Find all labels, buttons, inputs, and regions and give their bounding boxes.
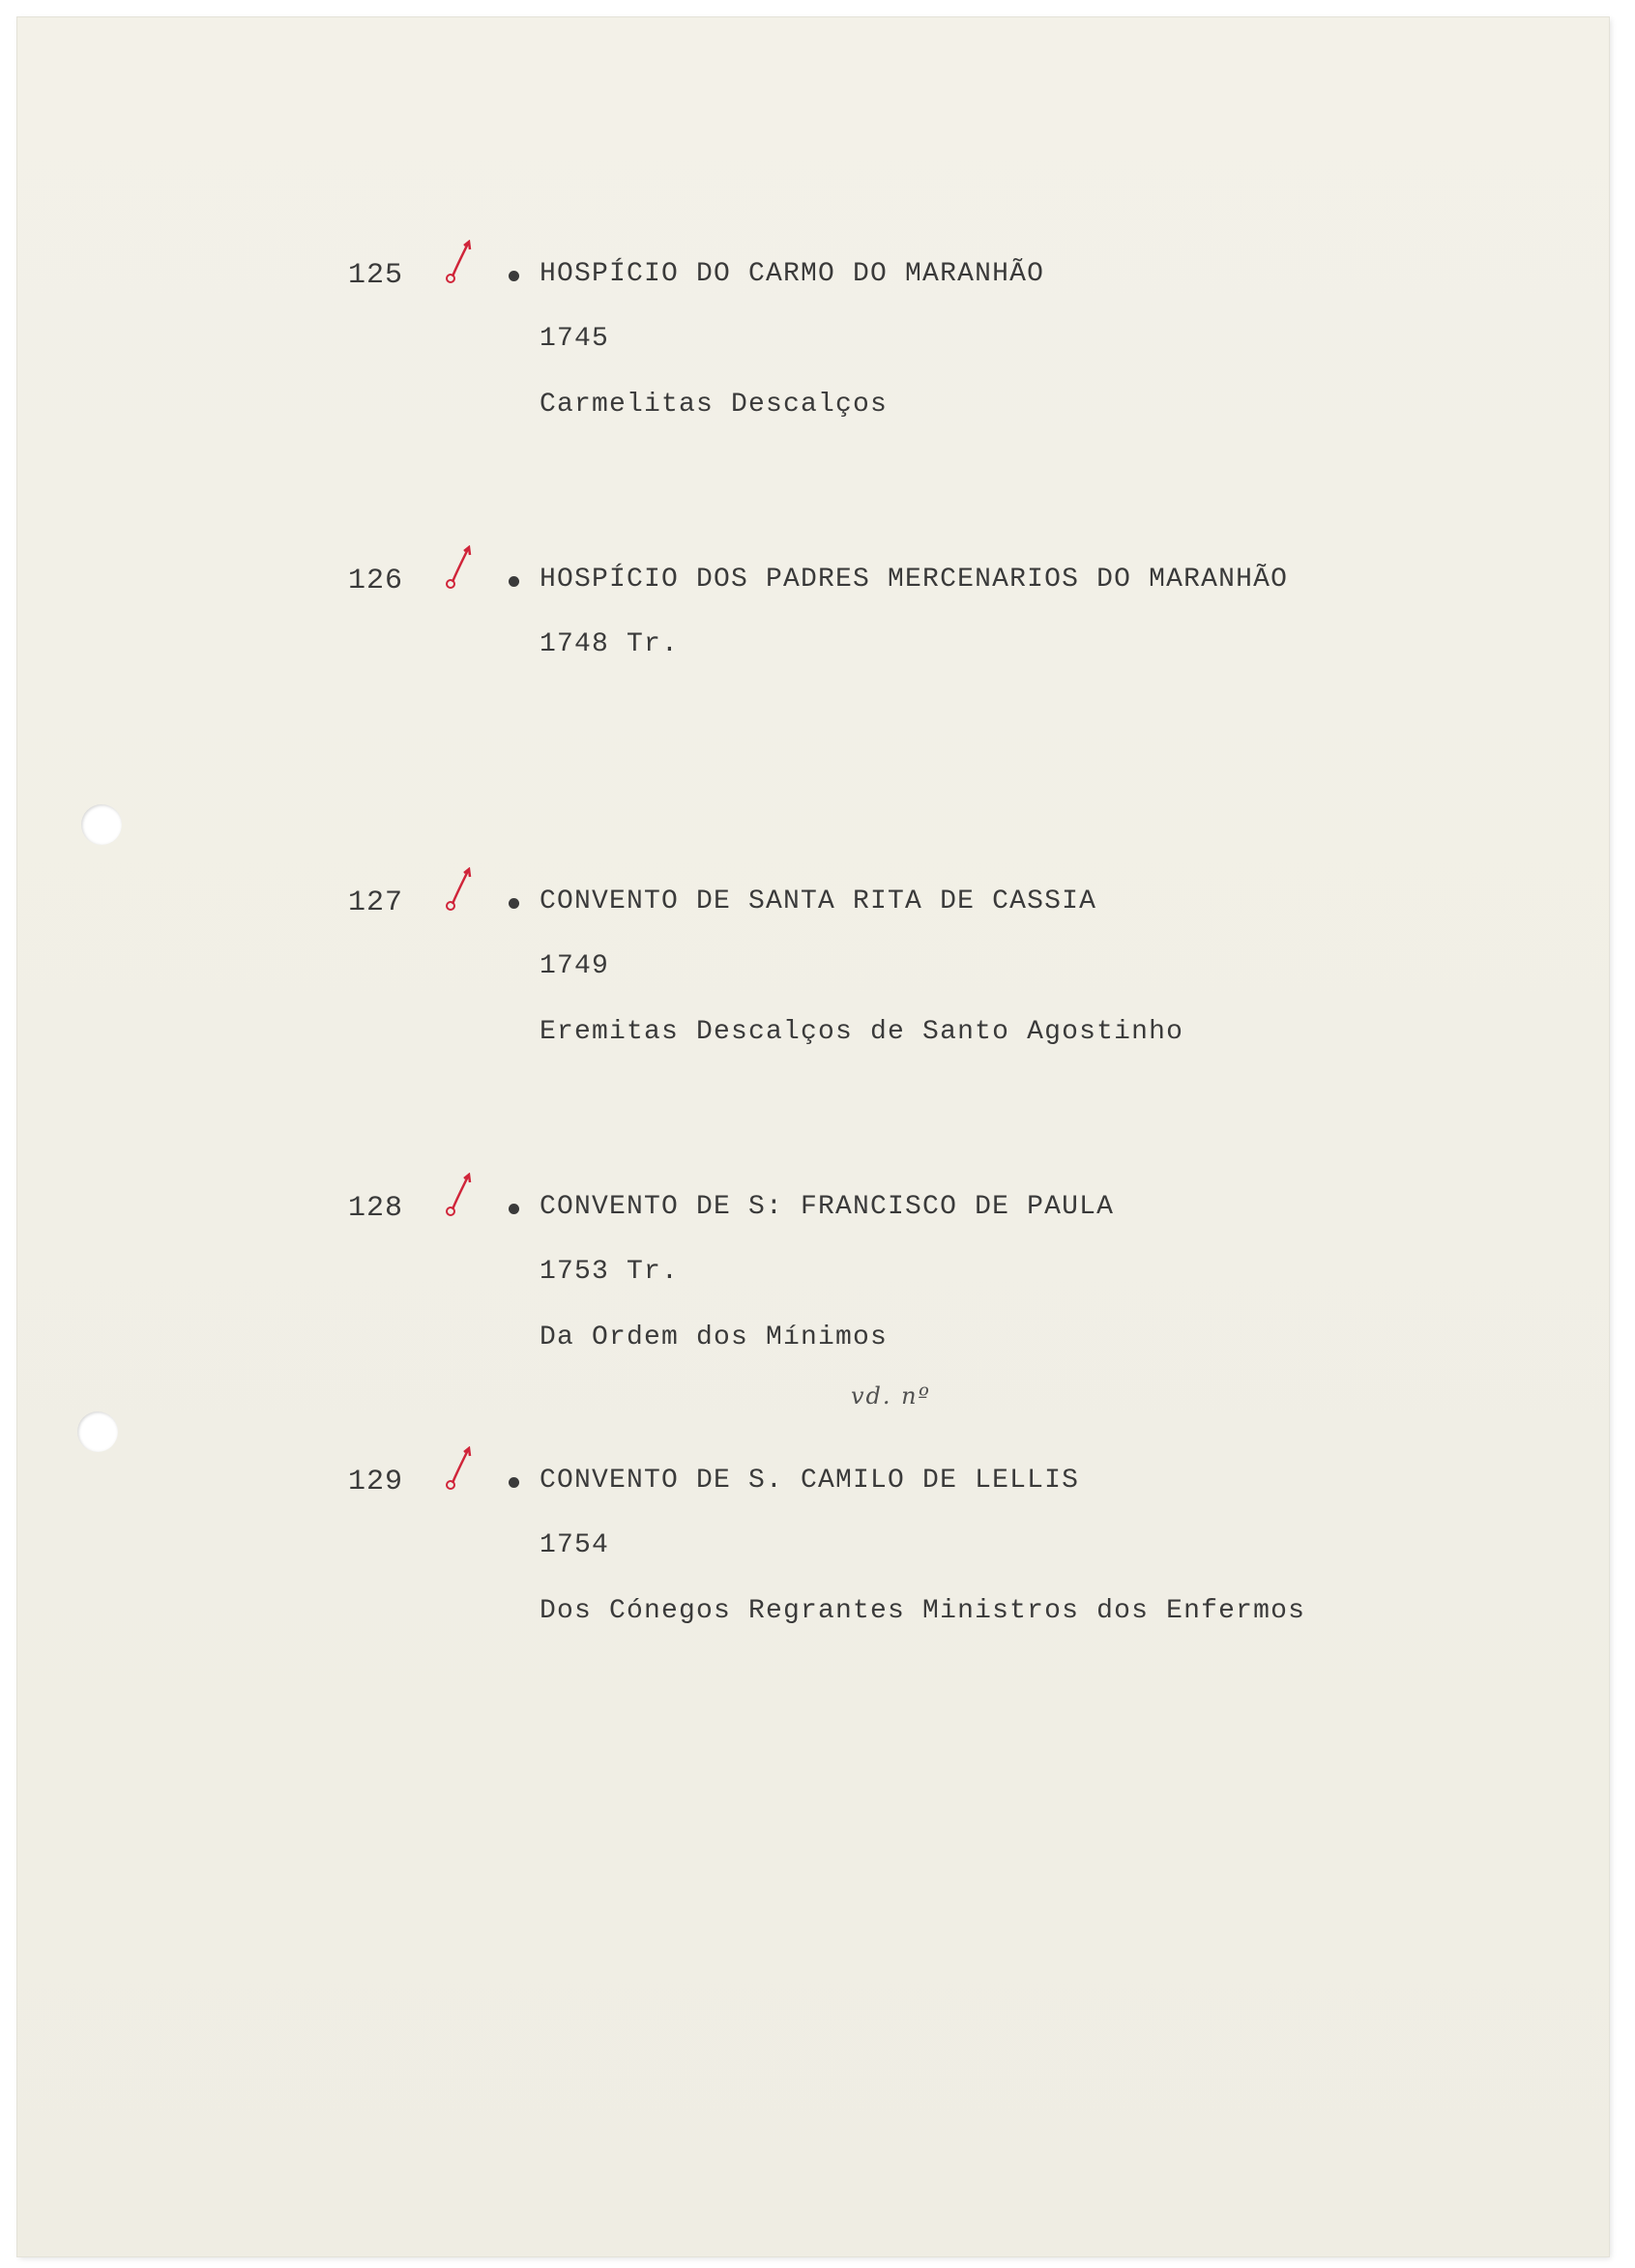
entry-number: 126 [348, 565, 404, 597]
entry-year: 1753 Tr. [540, 1257, 680, 1287]
entry-number: 125 [348, 259, 404, 292]
red-check-mark-icon [443, 1173, 476, 1217]
handwritten-note: vd. nº [851, 1382, 931, 1410]
entry-number: 128 [348, 1192, 404, 1225]
entry-order: Carmelitas Descalços [540, 390, 889, 420]
entry-number: 129 [348, 1466, 404, 1498]
punch-hole-upper [81, 804, 122, 845]
entry-year: 1749 [540, 951, 610, 981]
entry-title: CONVENTO DE SANTA RITA DE CASSIA [540, 887, 1097, 916]
red-check-mark-icon [443, 1446, 476, 1491]
entry-title: HOSPÍCIO DOS PADRES MERCENARIOS DO MARANHÃO [540, 565, 1289, 595]
paper-sheet [17, 17, 1609, 2256]
entry-order: Da Ordem dos Mínimos [540, 1323, 889, 1352]
entry-number: 127 [348, 887, 404, 919]
red-check-mark-icon [443, 545, 476, 590]
punch-hole-lower [77, 1411, 118, 1452]
red-check-mark-icon [443, 240, 476, 284]
bullet-dot [509, 1204, 519, 1214]
entry-year: 1754 [540, 1530, 610, 1560]
bullet-dot [509, 576, 519, 587]
entry-title: CONVENTO DE S: FRANCISCO DE PAULA [540, 1192, 1115, 1222]
entry-year: 1745 [540, 324, 610, 354]
entry-order: Eremitas Descalços de Santo Agostinho [540, 1017, 1184, 1047]
entry-year: 1748 Tr. [540, 629, 680, 659]
bullet-dot [509, 898, 519, 909]
bullet-dot [509, 271, 519, 281]
entry-title: CONVENTO DE S. CAMILO DE LELLIS [540, 1466, 1080, 1496]
red-check-mark-icon [443, 867, 476, 912]
bullet-dot [509, 1477, 519, 1488]
entry-order: Dos Cónegos Regrantes Ministros dos Enfermos [540, 1596, 1306, 1626]
entry-title: HOSPÍCIO DO CARMO DO MARANHÃO [540, 259, 1045, 289]
